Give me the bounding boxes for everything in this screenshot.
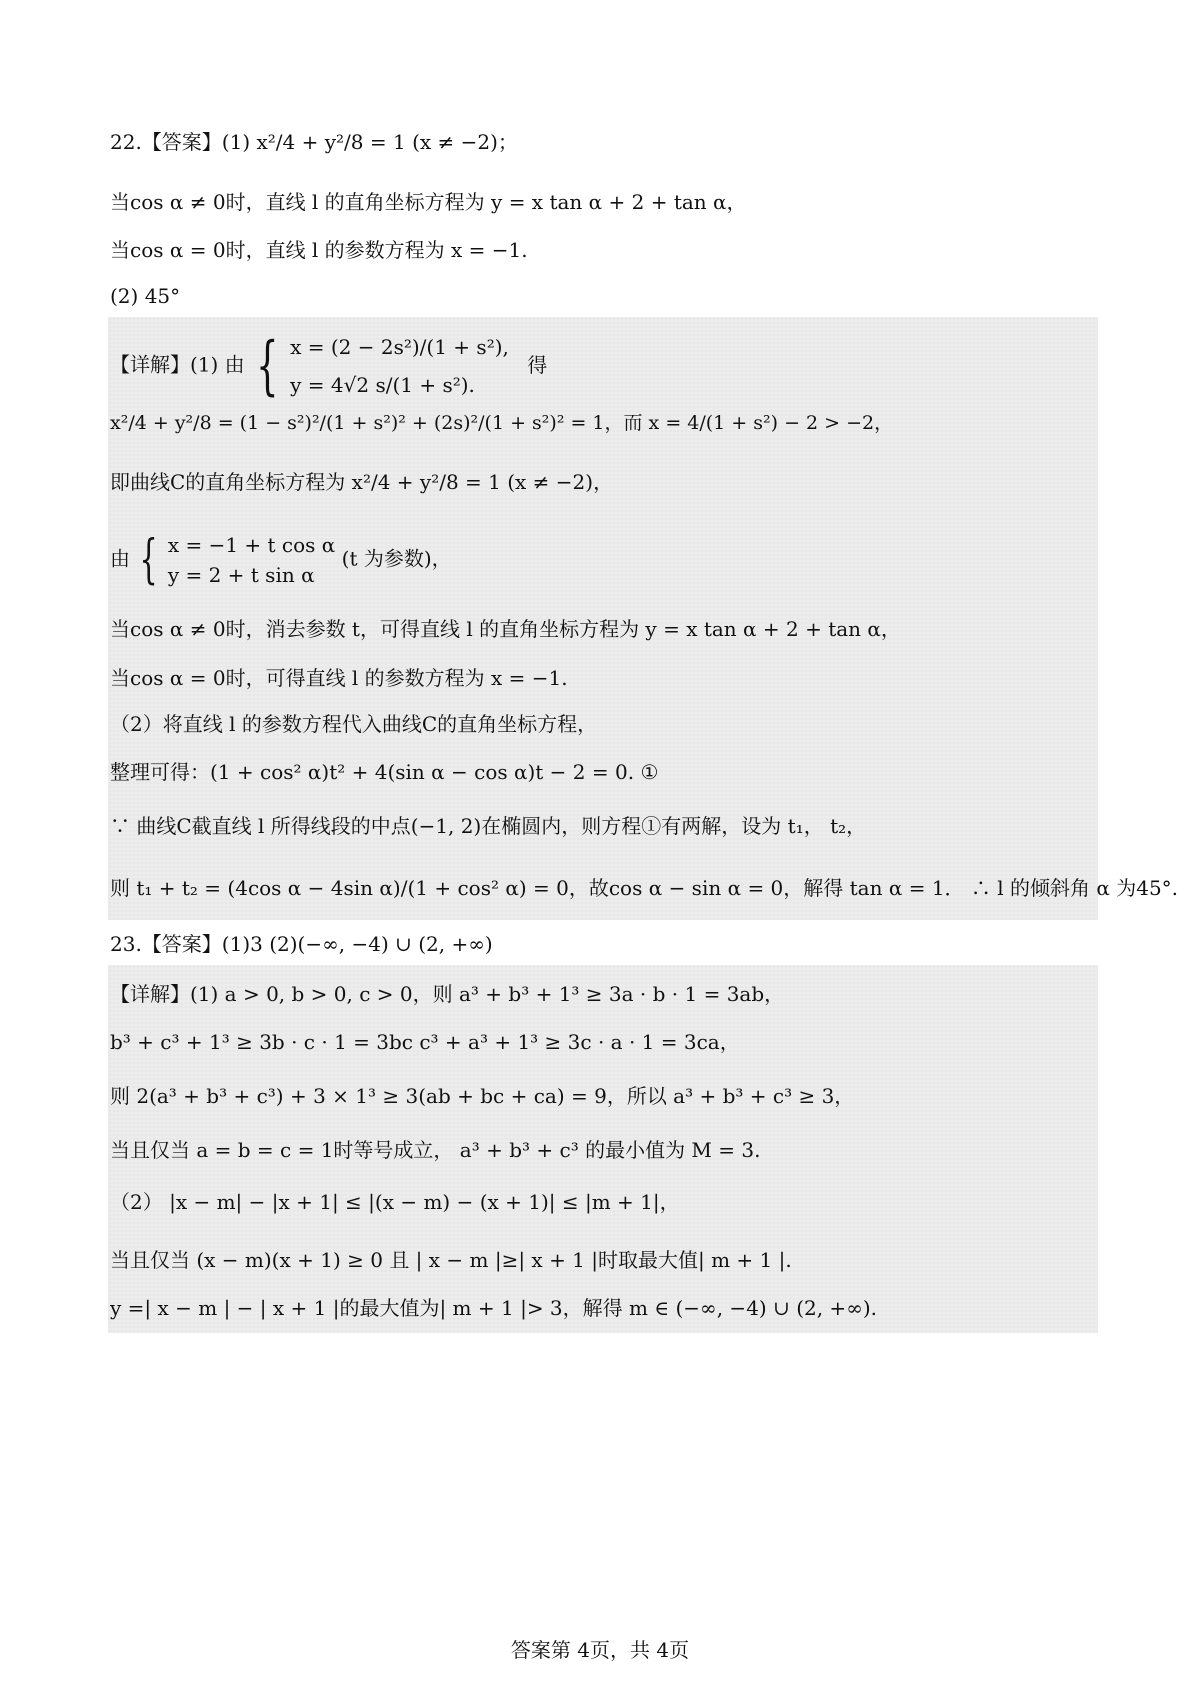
q22-detail-d3	[110, 530, 452, 590]
q23-detail-d7: y =| x − m | − | x + 1 |的最大值为| m + 1 |> 3，解得 m ∈ (−∞, −4) ∪ (2, +∞).	[110, 1296, 878, 1320]
q22-detail-d2: 即曲线C的直角坐标方程为 x²/4 + y²/8 = 1 (x ≠ −2)，	[110, 470, 614, 494]
left-brace-icon: {	[139, 530, 159, 590]
q22-detail-d4: 当cos α ≠ 0时，消去参数 t，可得直线 l 的直角坐标方程为 y = x tan α + 2 + tan α，	[110, 617, 901, 641]
detail-label: 【详解】(1) 由	[110, 352, 245, 377]
param-x: x = (2 − 2s²)/(1 + s²),	[290, 335, 509, 359]
d3-post: (t 为参数)，	[341, 546, 452, 571]
q22-detail-d8: ∵ 曲线C截直线 l 所得线段的中点(−1, 2)在椭圆内，则方程①有两解，设为 t₁， t₂，	[110, 814, 867, 838]
q23-answer-line: 23.【答案】(1)3 (2)(−∞, −4) ∪ (2, +∞)	[110, 932, 493, 956]
q22-detail-d9: 则 t₁ + t₂ = (4cos α − 4sin α)/(1 + cos² α) = 0，故cos α − sin α = 0，解得 tan α = 1． ∴ l 的倾斜角 α 为45°.	[110, 876, 1179, 900]
line-param-y: y = 2 + t sin α	[167, 563, 315, 587]
q23-detail-d1: 【详解】(1) a > 0, b > 0, c > 0，则 a³ + b³ + 1³ ≥ 3a · b · 1 = 3ab，	[110, 982, 785, 1006]
param-system	[290, 328, 509, 404]
q23-detail-d3: 则 2(a³ + b³ + c³) + 3 × 1³ ≥ 3(ab + bc + ca) = 9，所以 a³ + b³ + c³ ≥ 3，	[110, 1084, 855, 1108]
q22-detail-calc: x²/4 + y²/8 = (1 − s²)²/(1 + s²)² + (2s)²/(1 + s²)² = 1，而 x = 4/(1 + s²) − 2 > −2，	[110, 412, 894, 434]
d3-pre: 由	[110, 546, 130, 571]
line-param-x: x = −1 + t cos α	[167, 533, 336, 557]
q22-answer-line	[110, 126, 518, 155]
left-brace-icon: {	[256, 329, 279, 403]
page-footer: 答案第 4页，共 4页	[510, 1638, 690, 1662]
q22-answer-l2: 当cos α = 0时，直线 l 的参数方程为 x = −1.	[110, 238, 528, 262]
detail-mid: 得	[527, 352, 548, 377]
param-y: y = 4√2 s/(1 + s²).	[290, 373, 475, 397]
q22-answer-2: (2) 45°	[110, 284, 181, 308]
q23-detail-d2: b³ + c³ + 1³ ≥ 3b · c · 1 = 3bc c³ + a³ + 1³ ≥ 3c · a · 1 = 3ca，	[110, 1030, 740, 1054]
q23-detail-d6: 当且仅当 (x − m)(x + 1) ≥ 0 且 | x − m |≥| x + 1 |时取最大值| m + 1 |.	[110, 1248, 792, 1272]
q22-answer-l1: 当cos α ≠ 0时，直线 l 的直角坐标方程为 y = x tan α + 2 + tan α，	[110, 190, 747, 214]
q23-detail-d5: （2） |x − m| − |x + 1| ≤ |(x − m) − (x + 1)| ≤ |m + 1|，	[110, 1190, 680, 1214]
q22-header: 22.【答案】(1)	[110, 130, 251, 154]
q22-detail-d7: 整理可得：(1 + cos² α)t² + 4(sin α − cos α)t − 2 = 0. ①	[110, 760, 659, 784]
q22-detail-d5: 当cos α = 0时，可得直线 l 的参数方程为 x = −1.	[110, 666, 568, 690]
q23-detail-d4: 当且仅当 a = b = c = 1时等号成立， a³ + b³ + c³ 的最小值为 M = 3.	[110, 1138, 761, 1162]
q22-detail-d6: （2）将直线 l 的参数方程代入曲线C的直角坐标方程，	[110, 712, 598, 736]
q22-detail-line1	[110, 328, 547, 404]
q22-answer-1: x²/4 + y²/8 = 1 (x ≠ −2)；	[256, 130, 518, 154]
line-param-system	[168, 530, 335, 590]
